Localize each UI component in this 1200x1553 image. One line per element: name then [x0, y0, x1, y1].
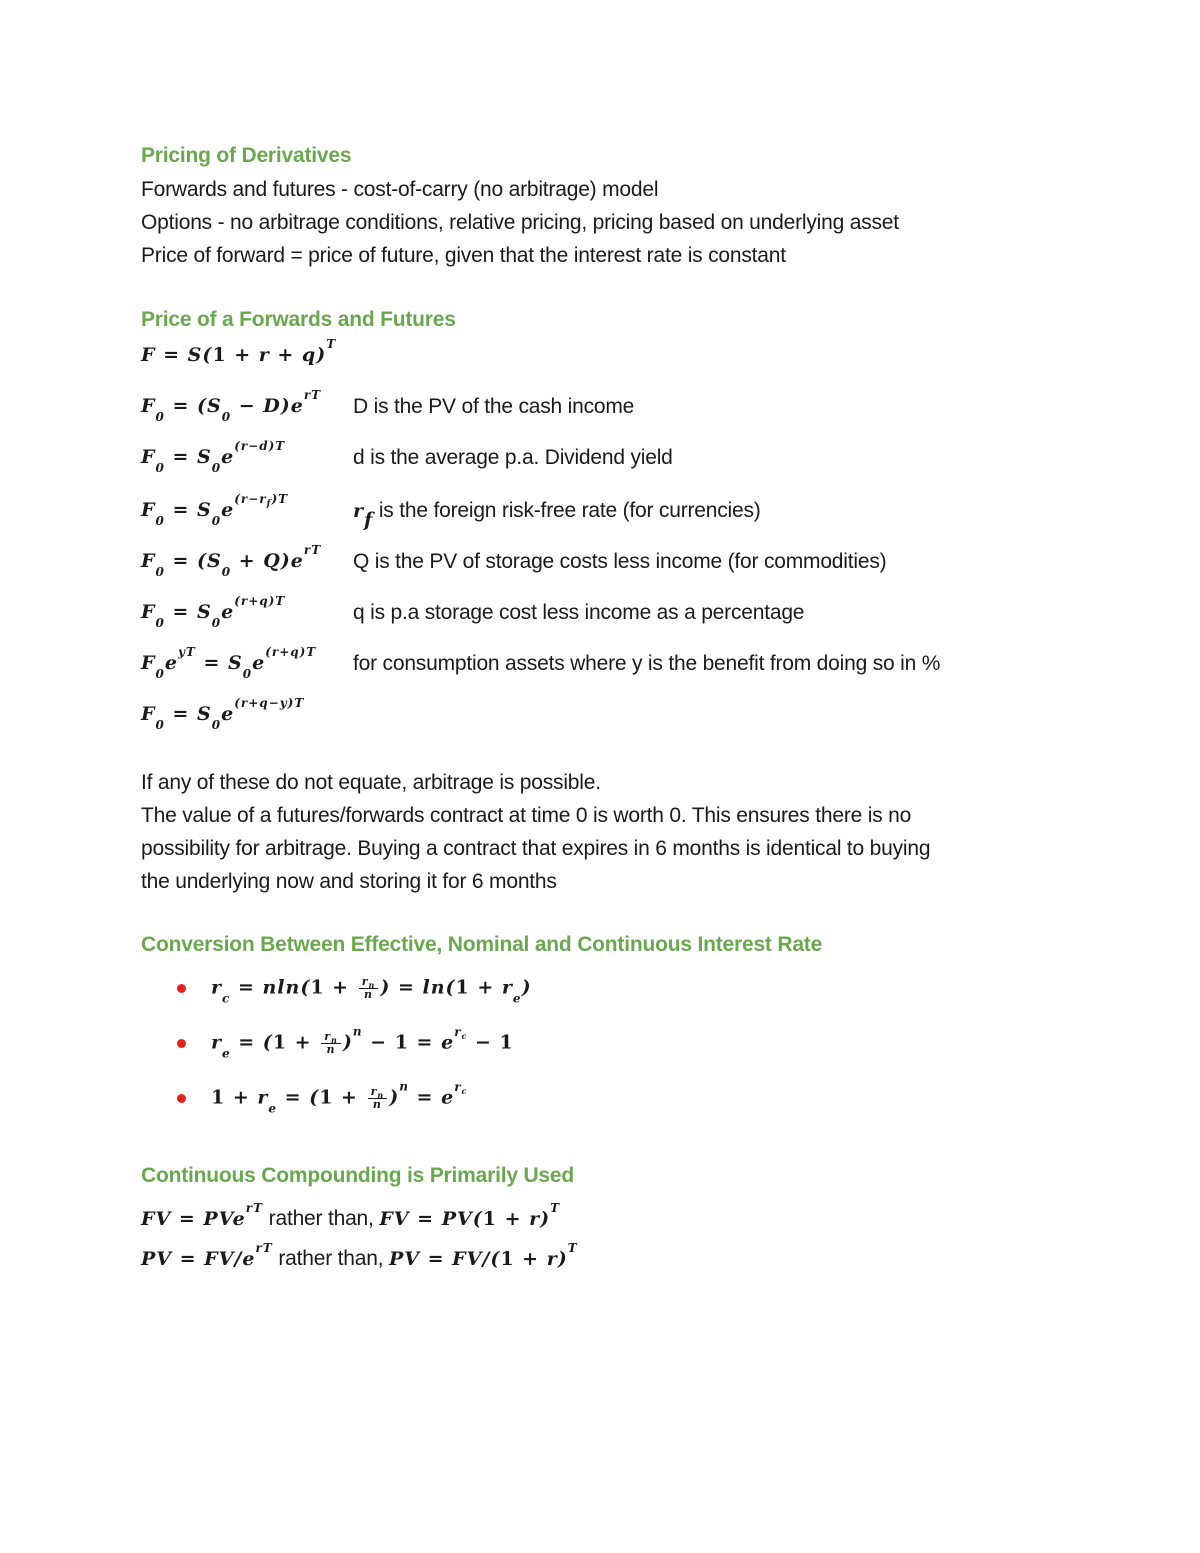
heading-continuous-compounding: Continuous Compounding is Primarily Used [141, 1164, 575, 1187]
equation-formula: $F_0 = (S_0 - D)e^{rT}$ [141, 388, 322, 424]
paragraph-line: Price of forward = price of future, given that the interest rate is constant [141, 244, 786, 267]
equation-formula: $F_0e^{yT} = S_0e^{(r+q)T}$ [141, 645, 317, 681]
equation-formula: $F_0 = (S_0 + Q)e^{rT}$ [141, 543, 322, 579]
list-item [141, 966, 1101, 1021]
equation-formula: $F_0 = S_0e^{(r+q-y)T}$ [141, 696, 305, 732]
equation-row [141, 336, 1101, 387]
heading-pricing-of-derivatives: Pricing of Derivatives [141, 144, 352, 167]
heading-price-of-forwards-futures: Price of a Forwards and Futures [141, 308, 456, 331]
equation-row [141, 542, 1101, 593]
bullet-icon [177, 1039, 186, 1048]
formula-line-pv: PV = $FV/e^{rT}$ rather than, PV = $FV/(1 + r)^T$ [141, 1241, 578, 1270]
equation-row [141, 644, 1101, 695]
heading-interest-rate-conversion: Conversion Between Effective, Nominal and Continuous Interest Rate [141, 933, 823, 956]
list-item [141, 1076, 1101, 1131]
equation-description: for consumption assets where y is the benefit from doing so in % [353, 652, 941, 675]
formula-line-fv: FV = PVe$^{rT}$ rather than, FV = $PV(1 + r)^T$ [141, 1201, 561, 1230]
equation-row [141, 695, 1101, 746]
bullet-icon [177, 1094, 186, 1103]
paragraph-arbitrage: If any of these do not equate, arbitrage is possible. [141, 771, 601, 794]
equation-formula: $F = S(1 + r + q)^T$ [141, 337, 337, 366]
equation-formula: $F_0 = S_0e^{(r+q)T}$ [141, 594, 286, 630]
equation-formula: $F_0 = S_0e^{(r-r_f)T}$ [141, 492, 289, 528]
equation-formula: $F_0 = S_0e^{(r-d)T}$ [141, 439, 286, 475]
equation-row [141, 387, 1101, 438]
equation-description: q is p.a storage cost less income as a percentage [353, 601, 805, 624]
paragraph-line: possibility for arbitrage. Buying a contract that expires in 6 months is identical to buying [141, 837, 931, 860]
equation-formula: $r_e = (1$ + $\frac{r_n}{n}$ )$^n - 1 = e^{r_c} - 1$ [211, 1024, 514, 1061]
equation-description: $r_f$ is the foreign risk-free rate (for currencies) [353, 499, 761, 531]
paragraph-line: Options - no arbitrage conditions, relative pricing, pricing based on underlying asset [141, 211, 899, 234]
bullet-icon [177, 984, 186, 993]
equation-row [141, 489, 1101, 542]
equation-formula: $1 + r_e = (1$ + $\frac{r_n}{n}$ )$^n = e^{r_c}$ [211, 1079, 468, 1116]
equation-list [141, 336, 1101, 746]
paragraph-line: Forwards and futures - cost-of-carry (no arbitrage) model [141, 178, 659, 201]
equation-row [141, 593, 1101, 644]
equation-description: Q is the PV of storage costs less income (for commodities) [353, 550, 887, 573]
equation-row [141, 438, 1101, 489]
equation-formula: $r_c = nln(1$ + $\frac{r_n}{n}$ ) = $\ln(1 + r_e)$ [211, 975, 532, 1006]
bullet-list [141, 966, 1101, 1131]
paragraph-line: the underlying now and storing it for 6 months [141, 870, 557, 893]
list-item [141, 1021, 1101, 1076]
paragraph-line: The value of a futures/forwards contract at time 0 is worth 0. This ensures there is no [141, 804, 912, 827]
equation-description: D is the PV of the cash income [353, 395, 635, 418]
equation-description: d is the average p.a. Dividend yield [353, 446, 673, 469]
